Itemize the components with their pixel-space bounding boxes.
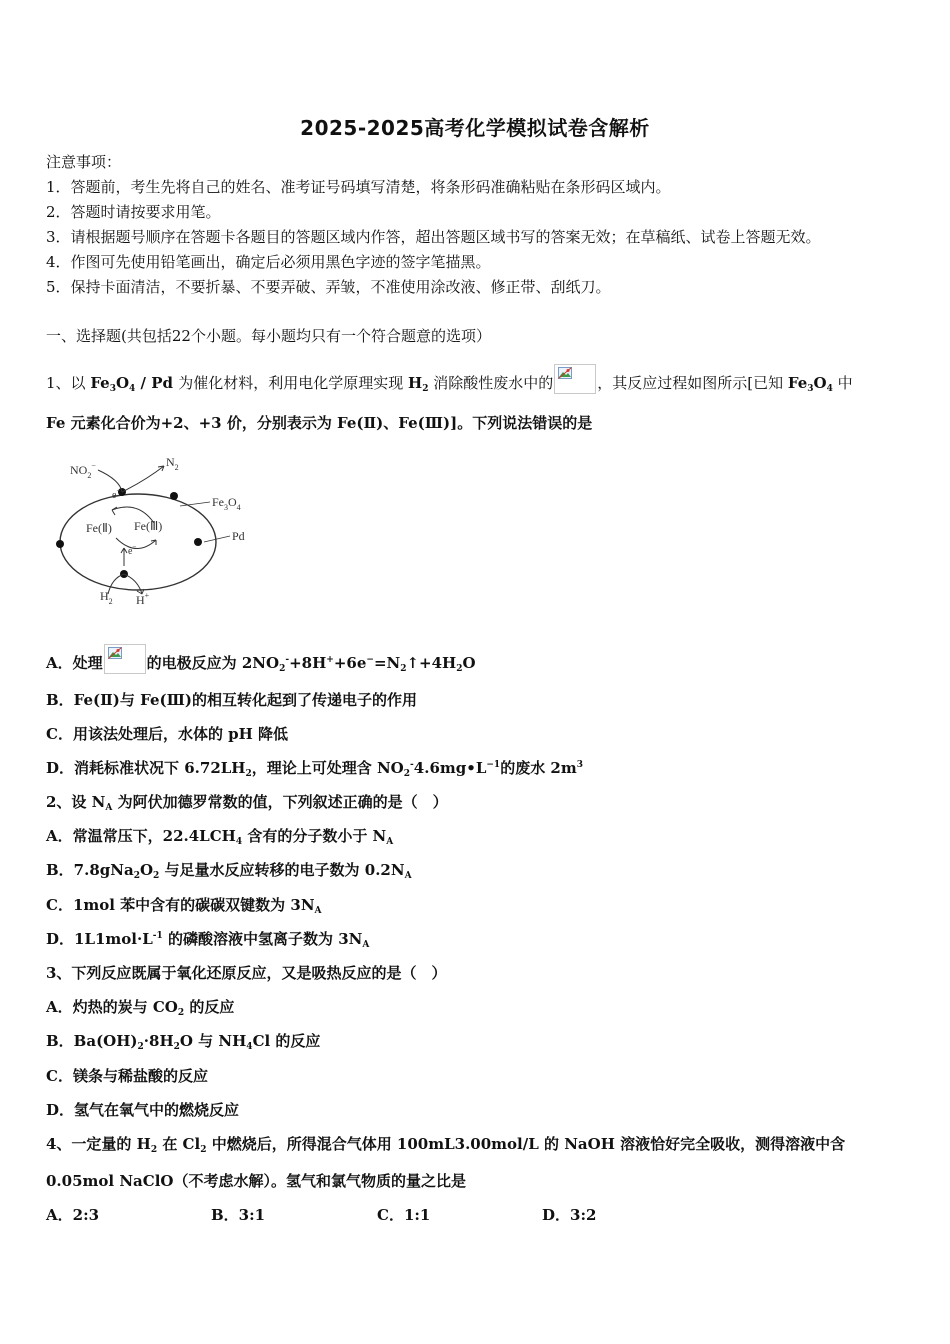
electron-top-label: e− [112, 487, 121, 501]
n2-arrow [122, 466, 164, 492]
q1-stem-line1: 1、以 $Fe_3O_4$ / Pd 为催化材料，利用电化学原理实现 $H_2$ 消除酸性废水中的 ，其反应过程如图所示[已知 $Fe_3O_4$ 中 [46, 364, 853, 394]
q1-option-d: D．消耗标准状况下 $6.72LH_2$，理论上可处理含 $NO_2^-4.6mg•L^{-1}$的废水 $2m^3$ [46, 759, 583, 779]
q4-option-b: B．3:1 [211, 1206, 266, 1224]
q3-option-d: D．氢气在氧气中的燃烧反应 [46, 1101, 240, 1119]
q3-option-a: A．灼热的炭与 $CO_2$ 的反应 [46, 998, 235, 1018]
page-title: 2025-2025高考化学模拟试卷含解析 [300, 116, 650, 140]
broken-image-icon [554, 364, 596, 394]
q2-option-d: D．$1L1mol\cdot L^{-1}$ 的磷酸溶液中氢离子数为 $3N_A$ [46, 930, 370, 950]
hplus-arrow [124, 574, 142, 594]
fe3-label: Fe(Ⅲ) [134, 519, 163, 533]
pd-label: Pd [232, 529, 245, 543]
q4-option-c: C．1:1 [377, 1206, 431, 1224]
reaction-cycle-diagram [46, 448, 266, 618]
notice-item-5: 5．保持卡面清洁，不要折暴、不要弄破、弄皱，不准使用涂改液、修正带、刮纸刀。 [46, 278, 611, 296]
q3-option-c: C．镁条与稀盐酸的反应 [46, 1067, 208, 1085]
electron-bottom-label: e− [128, 543, 137, 557]
fe3o4-label: $Fe_3O_4$ [212, 495, 241, 512]
notice-heading: 注意事项： [46, 153, 122, 171]
catalyst-dot [56, 540, 64, 548]
notice-item-4: 4．作图可先使用铅笔画出，确定后必须用黑色字迹的签字笔描黑。 [46, 253, 491, 271]
q1-option-a: A．处理 的电极反应为 $2NO_2^-+8H^++6e^-=N_2↑+4H_2O$ [46, 644, 476, 674]
q2-option-b: B．$7.8gNa_2O_2$ 与足量水反应转移的电子数为 $0.2N_A$ [46, 861, 412, 881]
catalyst-dot [170, 492, 178, 500]
q1-option-c: C．用该法处理后，水体的 pH 降低 [46, 725, 289, 743]
notice-item-2: 2．答题时请按要求用笔。 [46, 203, 221, 221]
catalyst-dot [194, 538, 202, 546]
q4-stem-line1: 4、一定量的 $H_2$ 在 $Cl_2$ 中燃烧后，所得混合气体用 100mL3.00mol/L 的 NaOH 溶液恰好完全吸收，测得溶液中含 [46, 1135, 846, 1155]
broken-image-icon [104, 644, 146, 674]
q1-option-b: B．Fe(Ⅱ)与 Fe(Ⅲ)的相互转化起到了传递电子的作用 [46, 691, 417, 709]
q3-option-b: B．$Ba(OH)_2\cdot 8H_2O$ 与 $NH_4Cl$ 的反应 [46, 1032, 321, 1052]
nitrite-label: $NO_2^-$ [70, 461, 96, 480]
q4-stem-line2: 0.05mol NaClO（不考虑水解）。氢气和氯气物质的量之比是 [46, 1172, 466, 1190]
q4-option-a: A．2:3 [46, 1206, 100, 1224]
q3-stem: 3、下列反应既属于氧化还原反应，又是吸热反应的是（ ） [46, 964, 447, 982]
q1-stem-line2: Fe 元素化合价为+2、+3 价，分别表示为 Fe(Ⅱ)、Fe(Ⅲ)]。下列说法错误的是 [46, 414, 593, 432]
n2-label: $N_2$ [166, 455, 179, 472]
q2-option-a: A．常温常压下，$22.4LCH_4$ 含有的分子数小于 $N_A$ [46, 827, 394, 847]
q2-stem: 2、设 $N_A$ 为阿伏加德罗常数的值，下列叙述正确的是（ ） [46, 793, 448, 813]
pd-leader [204, 536, 230, 542]
hplus-label: H+ [136, 591, 150, 607]
section-heading: 一、选择题(共包括22个小题。每小题均只有一个符合题意的选项） [46, 327, 491, 345]
fe3o4-ellipse [60, 494, 216, 590]
notice-item-3: 3．请根据题号顺序在答题卡各题目的答题区域内作答，超出答题区域书写的答案无效；在草稿纸、试卷上答题无效。 [46, 228, 821, 246]
fe2-label: Fe(Ⅱ) [86, 521, 112, 535]
h2-label: $H_2$ [100, 589, 113, 606]
q4-option-d: D．3:2 [542, 1206, 597, 1224]
q2-option-c: C．1mol 苯中含有的碳碳双键数为 $3N_A$ [46, 896, 322, 916]
notice-item-1: 1．答题前，考生先将自己的姓名、准考证号码填写清楚，将条形码准确粘贴在条形码区域内。 [46, 178, 671, 196]
